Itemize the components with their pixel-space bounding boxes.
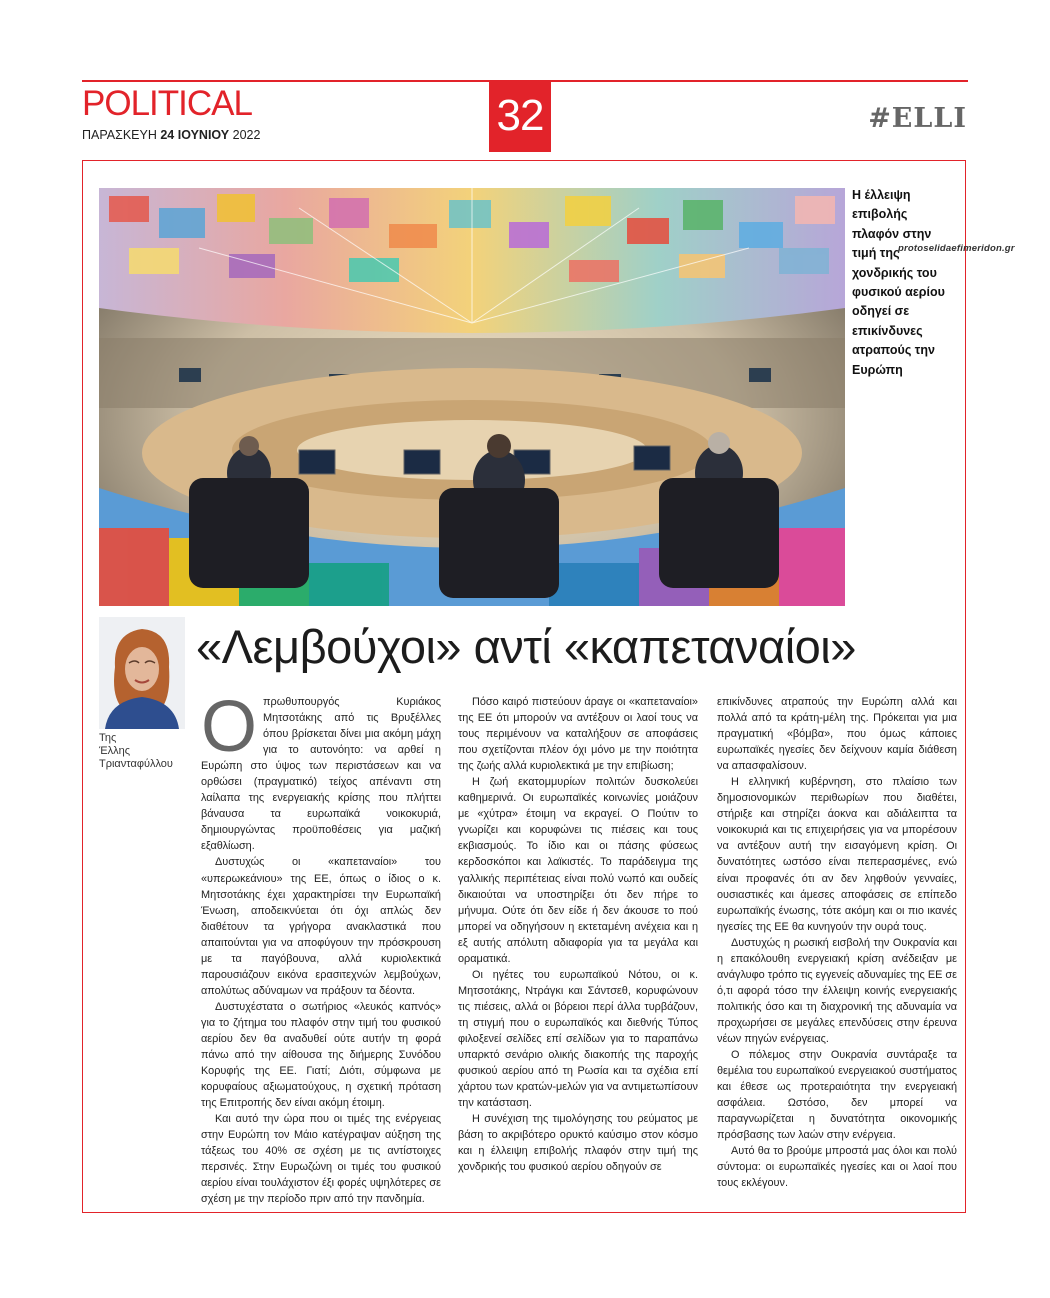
paragraph: Η ζωή εκατομμυρίων πολιτών δυσκολεύει καθημερινά. Οι ευρωπαϊκές κοινωνίες μοιάζουν με «χύτρα» έτοιμη να εκραγεί. Ο Πούτιν το γνωρίζει και κορυφώνει τις πιέσεις και τους εκβιασμούς. Το ίδιο και οι πάσης φύσεως κερδοσκόποι και λαϊκιστές. Το παράδειγμα της γαλλικής περιπέτειας είναι πολύ νωπό και ουδείς δικαιούται να υποστηρίξει ότι δεν πήρε το μήνυμα. Ούτε ότι δεν είδε ή δεν άκουσε το πού μπορεί να οδηγήσουν η εκτεταμένη ανέχεια και η εξ αυτής απόλυτη αδιαφορία για τα μεγάλα και οραματικά.: [458, 776, 698, 965]
author-portrait: [99, 617, 185, 729]
paragraph: Οι ηγέτες του ευρωπαϊκού Νότου, οι κ. Μητσοτάκης, Ντράγκι και Σάντσεθ, κορυφώνουν τις πιέσεις, αλλά οι βόρειοι περί άλλα τυρβάζουν, τη στιγμή που ο ευρωπαϊκός και διεθνής Τύπος φιλοξενεί σελίδες επί σελίδων για το παραπάνω υπαρκτό σενάριο ολικής διακοπής της παροχής φυσικού αερίου από τη Ρωσία και τα σχέδια επί χάρτου των κρατών-μελών για να αντιμετωπίσουν την κατάσταση.: [458, 968, 698, 1110]
paragraph: Η ελληνική κυβέρνηση, στο πλαίσιο των δημοσιονομικών περιθωρίων που διαθέτει, στήριξε και στηρίζει άοκνα και αδιάλειπτα τα νοικοκυριά και τις επιχειρήσεις για να μπορέσουν να αντέξουν αυτή την εισαγόμενη κρίση. Οι δυνατότητες ωστόσο είναι πεπερασμένες, ενώ είναι προφανές ότι αν δεν ληφθούν γενναίες, ουσιαστικές και άμεσες αποφάσεις σε επίπεδο ευρωπαϊκής ένωσης, τότε ακόμη και οι πιο ικανές ηγεσίες της ΕΕ θα κυνηγούν την ουρά τους.: [717, 776, 957, 933]
author-portrait-illustration: [99, 617, 185, 729]
issue-date: ΠΑΡΑΣΚΕΥΗ 24 ΙΟΥΝΙΟΥ 2022: [82, 128, 261, 142]
paragraph: Η συνέχιση της τιμολόγησης του ρεύματος με βάση το ακριβότερο ορυκτό καύσιμο στον κόσμο και η έλλειψη επιβολής πλαφόν στην τιμή της χονδρικής του φυσικού αερίου οδηγούν σε: [458, 1113, 698, 1174]
paragraph: Δυστυχώς η ρωσική εισβολή την Ουκρανία και η επακόλουθη ενεργειακή κρίση ανέδειξαν με ανάγλυφο τρόπο τις εγγενείς αδυναμίες της ΕΕ σε ό,τι αφορά τόσο την έλλειψη κοινής ενεργειακής πολιτικής όσο και τη διαχρονική της αδυναμία να προχωρήσει σε μεγάλες επενδύσεις στην έρευνα νέων πηγών ενέργειας.: [717, 936, 957, 1045]
paragraph: Αυτό θα το βρούμε μπροστά μας όλοι και πολύ σύντομα: οι ευρωπαϊκές ηγεσίες και οι λαοί που τους εκλέγουν.: [717, 1145, 957, 1190]
brand-logo: #ELLI: [868, 103, 967, 134]
summit-photo-illustration: [99, 188, 845, 606]
paragraph: πρωθυπουργός Κυριάκος Μητσοτάκης από τις Βρυξέλλες όπου βρίσκεται δίνει μια ακόμη μάχη για το αυτονόητο: να αρθεί η Ευρώπη στο ύψος των περιστάσεων και να ορθώσει (πραγματικό) τείχος απέναντι στη λαίλαπα της ενεργειακής κρίσης που πλήττει βάναυσα τα ευρωπαϊκά νοικοκυριά, δημιουργώντας προϋποθέσεις για μαζική εξαθλίωση.: [201, 696, 441, 853]
author-byline: [99, 732, 189, 771]
byline-line: Τριανταφύλλου: [99, 758, 173, 770]
paragraph: επικίνδυνες ατραπούς την Ευρώπη αλλά και πολλά από τα κράτη-μέλη της. Πρόκειται για μια πραγματική «βόμβα», που όμως κάποιες ευρωπαϊκές ηγεσίες δεν δείχνουν καμία διάθεση να απασφαλίσουν.: [717, 696, 957, 773]
byline-line: Έλλης: [99, 745, 131, 757]
summit-photo: [99, 188, 845, 606]
section-title: POLITICAL: [82, 84, 252, 123]
byline-line: Της: [99, 732, 117, 744]
paragraph: Δυστυχώς οι «καπεταναίοι» του «υπερωκεάνιου» της ΕΕ, όπως ο ίδιος ο κ. Μητσοτάκης έχει χαρακτηρίσει την Ευρωπαϊκή Ένωση, αποδεικνύεται ότι όχι απλώς δεν διαθέτουν τα γρήγορα ανακλαστικά που απαιτούνται για να αποφύγουν την πρόσκρουση με τα παγόβουνα, αλλά κυριολεκτικά παρουσιάζουν εικόνα ερασιτεχνών λεμβούχων, απολύτως αδύναμων να πράξουν τα δέοντα.: [201, 856, 441, 997]
article-column-3: [717, 694, 957, 1191]
paragraph: Και αυτό την ώρα που οι τιμές της ενέργειας στην Ευρώπη τον Μάιο κατέγραψαν αύξηση της τάξεως του 40% σε σχέση με τις αντίστοιχες περσινές. Στην Ευρωζώνη οι τιμές του φυσικού αερίου είναι τουλάχιστον έξι φορές υψηλότερες σε σχέση με την περίοδο πριν από την πανδημία.: [201, 1113, 441, 1206]
paragraph: Ο πόλεμος στην Ουκρανία συντάραξε τα θεμέλια του ευρωπαϊκού ενεργειακού συστήματος και έθεσε ως προτεραιότητα την ενεργειακή ασφάλεια. Ωστόσο, δεν μπορεί να παραγνωρίζεται η δυνατότητα οικονομικής πρόσβασης των λαών στην ενέργεια.: [717, 1049, 957, 1142]
article-headline: «Λεμβούχοι» αντί «καπεταναίοι»: [196, 620, 856, 673]
drop-cap: Ο: [201, 687, 258, 767]
paragraph: Δυστυχέστατα ο σωτήριος «λευκός καπνός» για το ζήτημα του πλαφόν στην τιμή του φυσικού αερίου δεν θα αναδυθεί ούτε αυτήν τη φορά πάνω από την αίθουσα της διήμερης Συνόδου Κορυφής της ΕΕ. Γιατί; Διότι, σύμφωνα με κορυφαίους αξιωματούχους, η σχετική πρόταση της Επιτροπής δεν είναι ακόμη έτοιμη.: [201, 1000, 441, 1110]
photo-caption: Η έλλειψη επιβολής πλαφόν στην τιμή της χονδρικής του φυσικού αερίου οδηγεί σε επικίνδυνες ατραπούς την Ευρώπη: [852, 188, 945, 377]
article-column-2: [458, 694, 698, 1175]
source-watermark: protoselidaefimeridon.gr: [898, 243, 1015, 254]
paragraph: Πόσο καιρό πιστεύουν άραγε οι «καπεταναίοι» της ΕΕ ότι μπορούν να αντέξουν οι λαοί τους να τους περιμένουν να καταλήξουν σε αποφάσεις που σχετίζονται πλέον όχι μόνο με την ποιότητα της ζωής αλλά κυριολεκτικά με την επιβίωση;: [458, 696, 698, 773]
article-column-1: [201, 687, 441, 1208]
page-number: 32: [489, 80, 551, 152]
